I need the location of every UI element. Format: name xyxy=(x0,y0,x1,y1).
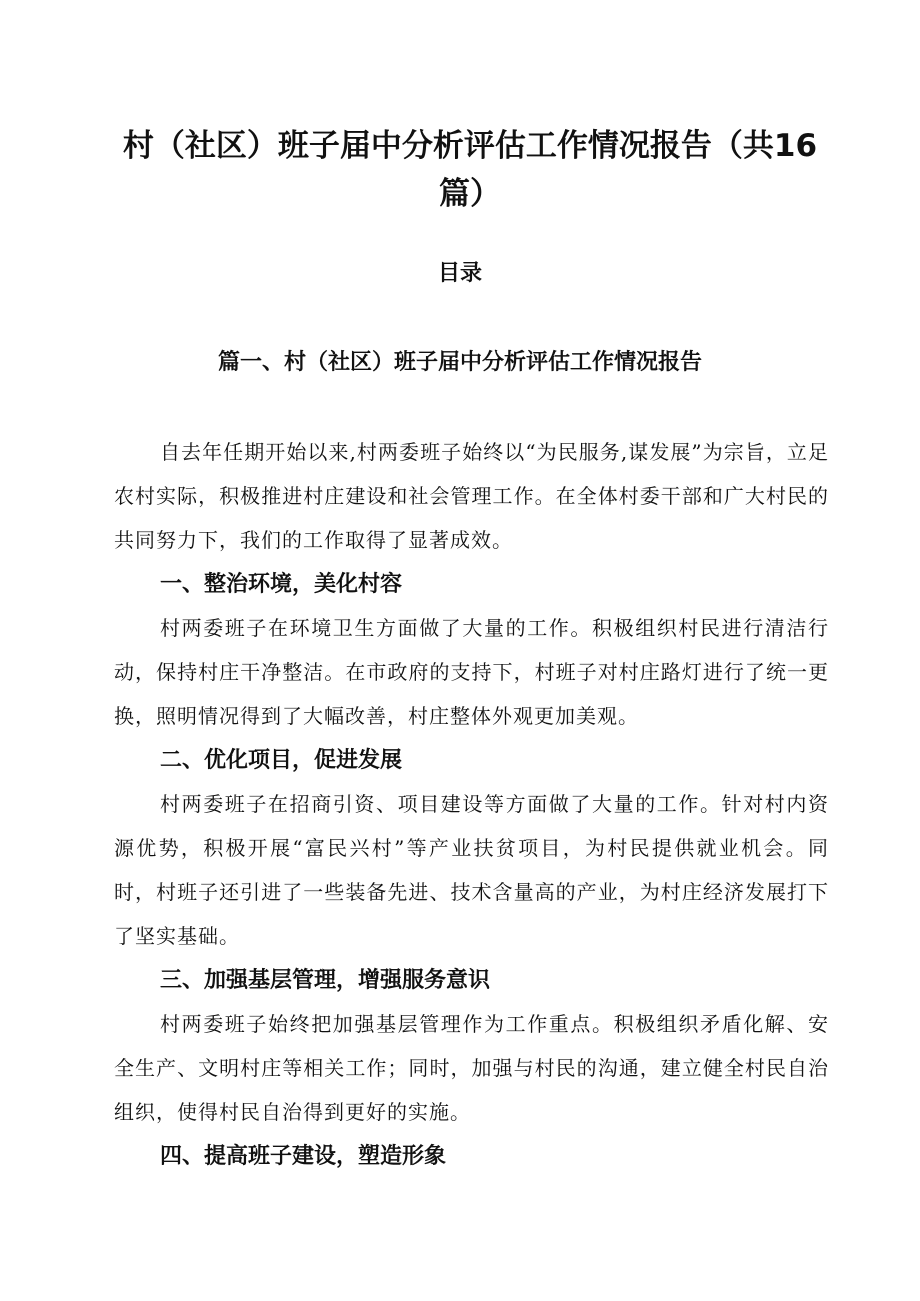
section-body-2: 村两委班子在招商引资、项目建设等方面做了大量的工作。针对村内资源优势，积极开展“富民兴村”等产业扶贫项目，为村民提供就业机会。同时，村班子还引进了一些装备先进、技术含量高的产业，为村庄经济发展打下了坚实基础。 xyxy=(114,792,829,948)
intro-paragraph: 自去年任期开始以来,村两委班子始终以“为民服务,谋发展”为宗旨，立足农村实际，积极推进村庄建设和社会管理工作。在全体村委干部和广大村民的共同努力下，我们的工作取得了显著成效。 xyxy=(114,440,829,552)
document-title: 村（社区）班子届中分析评估工作情况报告（共16篇） xyxy=(122,128,818,212)
section-body-3: 村两委班子始终把加强基层管理作为工作重点。积极组织矛盾化解、安全生产、文明村庄等相关工作；同时，加强与村民的沟通，建立健全村民自治组织，使得村民自治得到更好的实施。 xyxy=(114,1012,829,1124)
chapter-title: 篇一、村（社区）班子届中分析评估工作情况报告 xyxy=(217,350,702,375)
section-body-1: 村两委班子在环境卫生方面做了大量的工作。积极组织村民进行清洁行动，保持村庄干净整洁。在市政府的支持下，村班子对村庄路灯进行了统一更换，照明情况得到了大幅改善，村庄整体外观更加美观。 xyxy=(114,616,829,728)
section-heading-2: 二、优化项目，促进发展 xyxy=(160,748,403,773)
section-heading-3: 三、加强基层管理，增强服务意识 xyxy=(160,968,491,993)
section-heading-1: 一、整治环境，美化村容 xyxy=(160,572,403,597)
section-heading-4: 四、提高班子建设，塑造形象 xyxy=(160,1144,447,1169)
toc-heading: 目录 xyxy=(437,261,482,286)
